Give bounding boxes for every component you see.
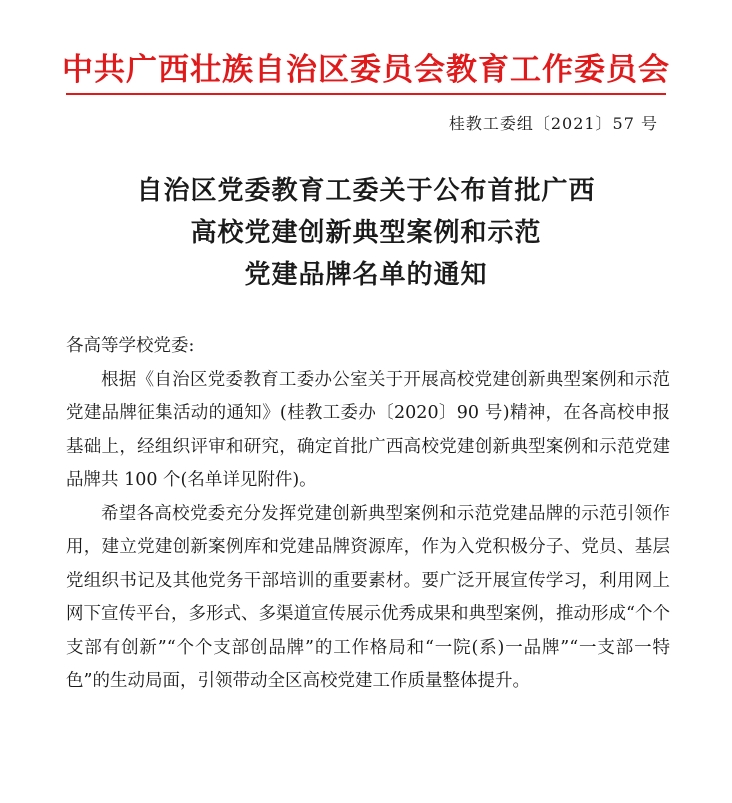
issuing-organization-header: 中共广西壮族自治区委员会教育工作委员会	[62, 52, 670, 88]
body-paragraph-2: 希望各高校党委充分发挥党建创新典型案例和示范党建品牌的示范引领作用，建立党建创新案例库和党建品牌资源库，作为入党积极分子、党员、基层党组织书记及其他党务干部培训的重要素材。要广泛开展宣传学习，利用网上网下宣传平台，多形式、多渠道宣传展示优秀成果和典型案例，推动形成“个个支部有创新”“个个支部创品牌”的工作格局和“一院(系)一品牌”“一支部一特色”的生动局面，引领带动全区高校党建工作质量整体提升。	[66, 503, 670, 691]
title-line-3: 党建品牌名单的通知	[244, 260, 488, 290]
body-paragraph-1: 根据《自治区党委教育工委办公室关于开展高校党建创新典型案例和示范党建品牌征集活动的通知》(桂教工委办〔2020〕90 号)精神，在各高校申报基础上，经组织评审和研究，确定首批广西高校党建创新典型案例和示范党建品牌共 100 个(名单详见附件)。	[66, 369, 670, 490]
title-line-1: 自治区党委教育工委关于公布首批广西	[136, 176, 596, 206]
title-line-2: 高校党建创新典型案例和示范	[190, 218, 542, 248]
salutation: 各高等学校党委:	[66, 336, 195, 356]
document-body	[66, 330, 670, 699]
document-number: 桂教工委组〔2021〕57 号	[448, 114, 658, 133]
red-divider-line	[66, 93, 666, 95]
document-title	[0, 170, 732, 296]
